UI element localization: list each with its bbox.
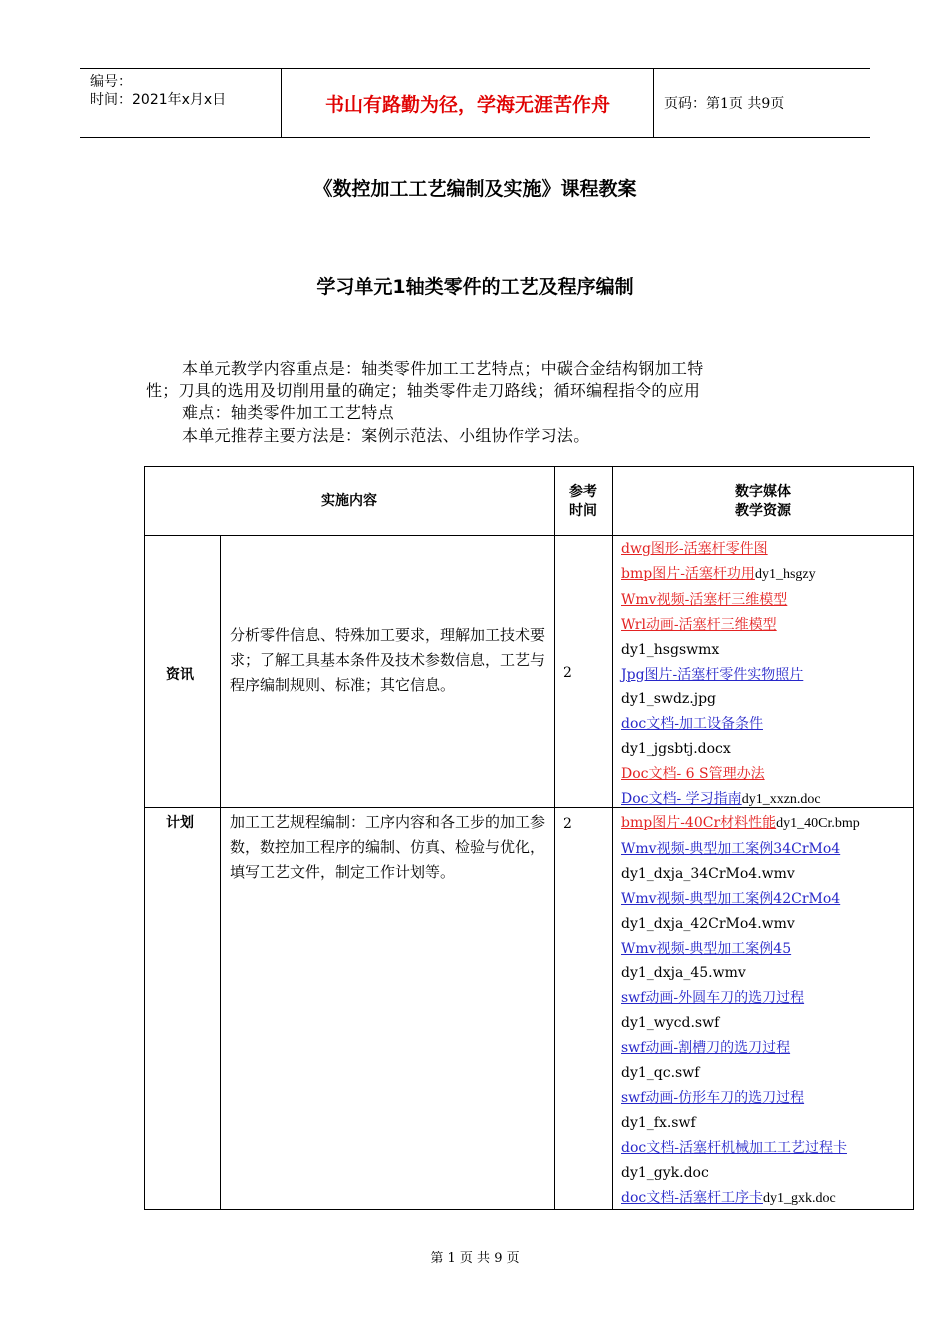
resource-item	[621, 1111, 916, 1136]
page-footer: 第 1 页 共 9 页	[430, 1251, 520, 1266]
resource-item[interactable]	[621, 663, 916, 688]
resource-link[interactable]: dwg图形-活塞杆零件图	[621, 541, 768, 557]
resource-link[interactable]: Doc文档- 6 S管理办法	[621, 766, 765, 783]
resource-link[interactable]: Wmv视频-典型加工案例34CrMo4	[621, 840, 841, 857]
resource-link[interactable]: doc文档-活塞杆机械加工工艺过程卡	[621, 1139, 847, 1156]
resource-filename: dy1_gyk.doc	[621, 1164, 709, 1181]
resource-item[interactable]	[621, 986, 916, 1011]
resource-filename: dy1_40Cr.bmp	[776, 816, 860, 831]
resource-filename: dy1_hsgswmx	[621, 641, 720, 658]
resource-item	[621, 862, 916, 887]
header-motto: 书山有路勤为径，学海无涯苦作舟	[281, 69, 654, 137]
resource-item	[621, 1161, 916, 1186]
resource-item	[621, 961, 916, 986]
resource-filename: dy1_dxja_34CrMo4.wmv	[621, 865, 795, 882]
resource-item[interactable]	[621, 712, 916, 737]
intro-line-3: 难点：轴类零件加工工艺特点	[182, 403, 394, 422]
resource-link[interactable]: Wmv视频-活塞杆三维模型	[621, 591, 788, 608]
resource-item[interactable]	[621, 1086, 916, 1111]
resource-item[interactable]	[621, 887, 916, 912]
resource-filename: dy1_fx.swf	[621, 1114, 696, 1131]
resource-item	[621, 912, 916, 937]
number-label: 编号：	[90, 74, 132, 90]
resource-list-info	[621, 537, 916, 813]
resource-item	[621, 737, 916, 762]
resource-item[interactable]	[621, 588, 916, 613]
resource-link[interactable]: Jpg图片-活塞杆零件实物照片	[621, 666, 804, 683]
resource-item[interactable]	[621, 537, 916, 562]
resource-link[interactable]: Wrl动画-活塞杆三维模型	[621, 616, 777, 633]
row-content-plan: 加工工艺规程编制：工序内容和各工步的加工参数，数控加工程序的编制、仿真、检验与优化，填写工艺文件，制定工作计划等。	[230, 813, 546, 881]
header-time: 参考 时间	[569, 484, 597, 519]
header-media: 数字媒体 教学资源	[735, 484, 791, 519]
row-time-info: 2	[563, 665, 572, 681]
resource-link[interactable]: swf动画-割槽刀的选刀过程	[621, 1040, 791, 1057]
resource-link[interactable]: doc文档-活塞杆工序卡	[621, 1189, 763, 1206]
page-header	[80, 68, 870, 138]
resource-filename: dy1_jgsbtj.docx	[621, 741, 731, 758]
time-label: 时间：2021年x月x日	[90, 92, 227, 108]
resource-item	[621, 1061, 916, 1086]
resource-item[interactable]	[621, 837, 916, 862]
resource-link[interactable]: bmp图片-40Cr材料性能	[621, 815, 777, 831]
resource-item[interactable]	[621, 787, 916, 813]
resource-item[interactable]	[621, 1186, 916, 1212]
resource-filename: dy1_dxja_42CrMo4.wmv	[621, 915, 795, 932]
row-time-plan: 2	[563, 816, 572, 832]
lesson-table	[144, 466, 914, 1210]
header-page-label: 页码：第1页 共9页	[664, 96, 785, 112]
resource-item	[621, 1011, 916, 1036]
intro-line-2: 性；刀具的选用及切削用量的确定；轴类零件走刀路线；循环编程指令的应用	[146, 381, 701, 400]
resource-item[interactable]	[621, 762, 916, 787]
header-meta	[80, 69, 281, 137]
row-content-info: 分析零件信息、特殊加工要求，理解加工技术要求；了解工具基本条件及技术参数信息，工艺与程序编制规则、标准；其它信息。	[230, 626, 546, 694]
row-label-info: 资讯	[166, 667, 194, 683]
resource-item[interactable]	[621, 1136, 916, 1161]
resource-item	[621, 638, 916, 663]
resource-item[interactable]	[621, 562, 916, 588]
resource-filename: dy1_qc.swf	[621, 1065, 700, 1082]
resource-item[interactable]	[621, 811, 916, 837]
resource-link[interactable]: bmp图片-活塞杆功用	[621, 565, 755, 582]
intro-line-1: 本单元教学内容重点是：轴类零件加工工艺特点；中碳合金结构钢加工特	[182, 359, 704, 378]
unit-title: 学习单元1轴类零件的工艺及程序编制	[316, 276, 634, 298]
resource-link[interactable]: doc文档-加工设备条件	[621, 716, 763, 733]
resource-filename: dy1_gxk.doc	[762, 1190, 836, 1206]
resource-link[interactable]: Doc文档- 学习指南	[621, 791, 742, 808]
resource-item	[621, 687, 916, 712]
resource-filename: dy1_dxja_45.wmv	[621, 965, 746, 982]
resource-filename: dy1_swdz.jpg	[621, 691, 716, 708]
document-title: 《数控加工工艺编制及实施》课程教案	[313, 178, 637, 200]
resource-item[interactable]	[621, 613, 916, 638]
resource-link[interactable]: Wmv视频-典型加工案例45	[621, 940, 792, 957]
resource-item[interactable]	[621, 937, 916, 962]
resource-link[interactable]: Wmv视频-典型加工案例42CrMo4	[621, 890, 841, 907]
resource-link[interactable]: swf动画-外圆车刀的选刀过程	[621, 990, 805, 1007]
intro-line-4: 本单元推荐主要方法是：案例示范法、小组协作学习法。	[182, 426, 590, 445]
resource-filename: dy1_wycd.swf	[621, 1015, 720, 1032]
resource-item[interactable]	[621, 1036, 916, 1061]
row-label-plan: 计划	[166, 815, 194, 831]
resource-link[interactable]: swf动画-仿形车刀的选刀过程	[621, 1089, 805, 1106]
resource-filename: dy1_xxzn.doc	[741, 792, 821, 808]
resource-filename: dy1_hsgzy	[754, 566, 816, 582]
resource-list-plan	[621, 811, 916, 1212]
header-content: 实施内容	[321, 493, 377, 509]
